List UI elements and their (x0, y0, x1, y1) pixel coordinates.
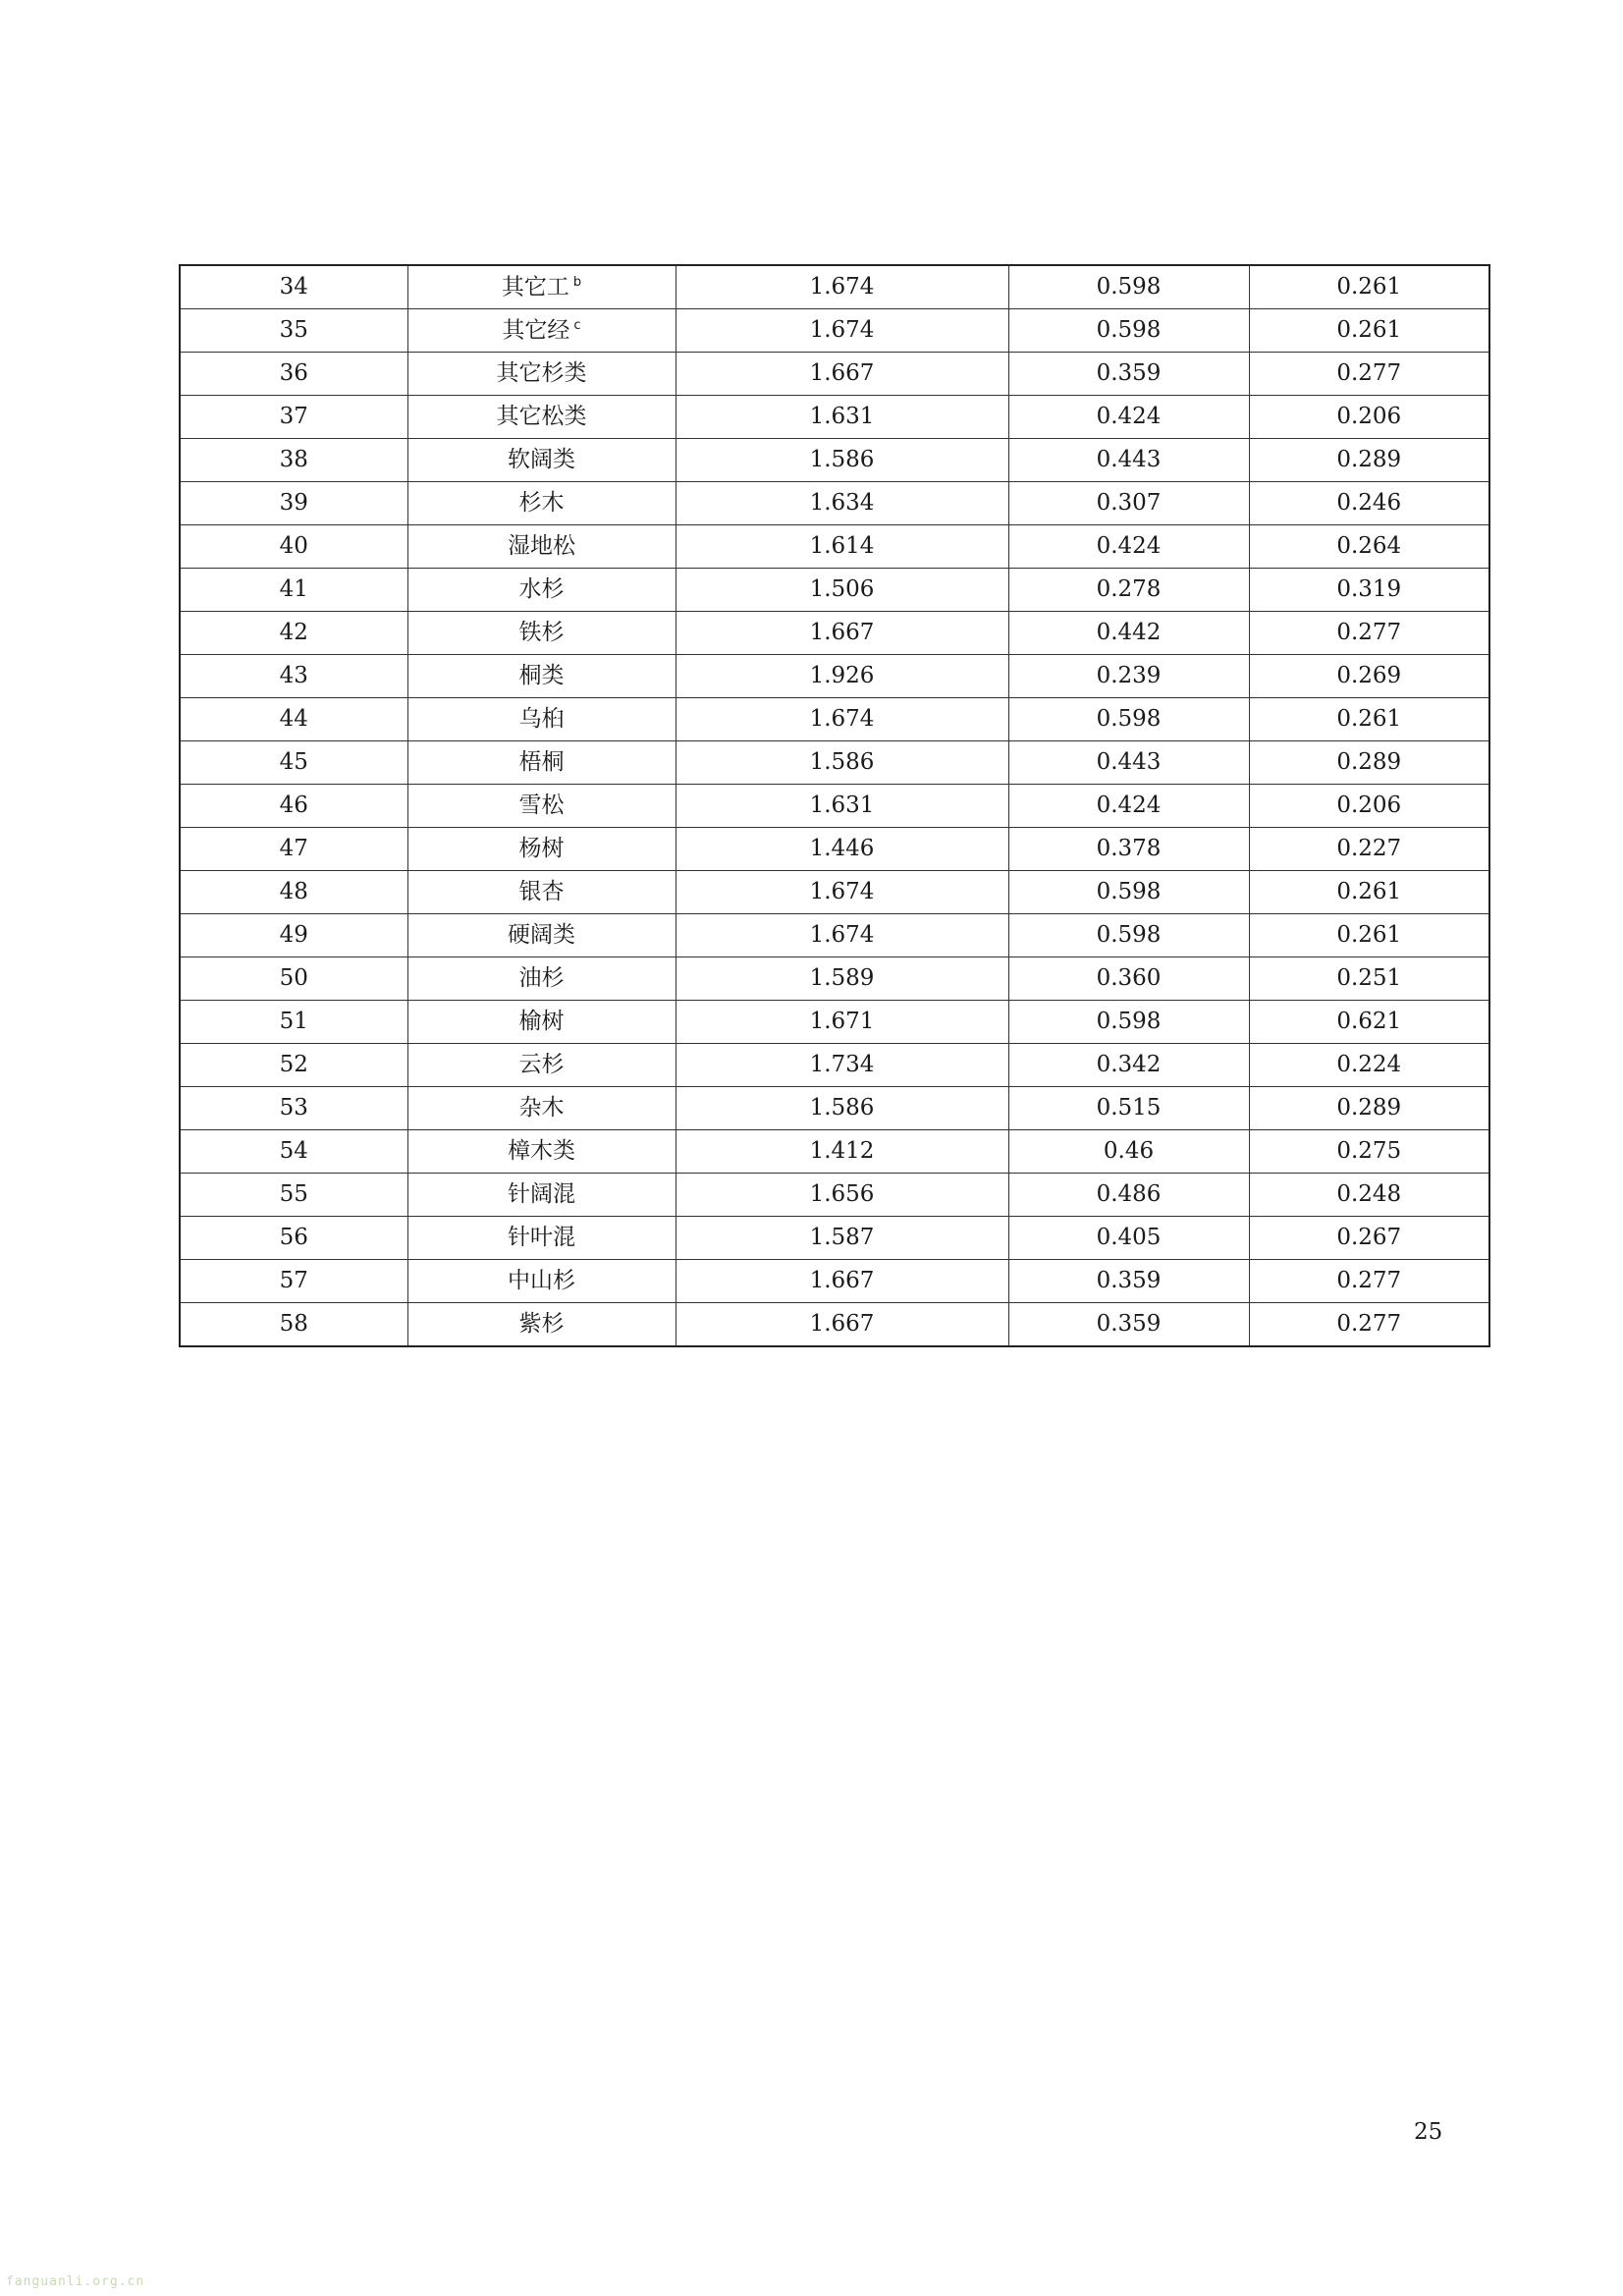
row-number-cell: 48 (180, 871, 407, 914)
row-number-cell: 53 (180, 1087, 407, 1130)
value-2-cell: 0.486 (1008, 1174, 1249, 1217)
species-name-cell (407, 353, 676, 396)
row-number-cell: 34 (180, 265, 407, 309)
value-1-cell: 1.674 (676, 265, 1008, 309)
table-row (180, 396, 1489, 439)
species-name: 其它杉类 (496, 360, 587, 386)
table-row (180, 957, 1489, 1001)
table-row (180, 1130, 1489, 1174)
species-name-cell (407, 265, 676, 309)
value-1-cell: 1.674 (676, 309, 1008, 353)
table-row (180, 741, 1489, 785)
value-3-cell: 0.289 (1249, 741, 1489, 785)
value-1-cell: 1.667 (676, 1260, 1008, 1303)
species-name-cell (407, 1130, 676, 1174)
value-3-cell: 0.277 (1249, 612, 1489, 655)
row-number-cell: 37 (180, 396, 407, 439)
species-name: 软阔类 (508, 447, 575, 472)
species-name: 乌桕 (518, 706, 565, 732)
value-3-cell: 0.277 (1249, 353, 1489, 396)
species-name: 中山杉 (508, 1268, 575, 1293)
value-1-cell: 1.446 (676, 828, 1008, 871)
species-name-cell (407, 1174, 676, 1217)
species-name: 针阔混 (508, 1181, 575, 1207)
value-2-cell: 0.360 (1008, 957, 1249, 1001)
row-number-cell: 54 (180, 1130, 407, 1174)
value-3-cell: 0.289 (1249, 1087, 1489, 1130)
value-1-cell: 1.926 (676, 655, 1008, 698)
table-row (180, 1217, 1489, 1260)
value-1-cell: 1.656 (676, 1174, 1008, 1217)
table-row (180, 612, 1489, 655)
footnote-mark: c (573, 317, 581, 333)
species-name-cell (407, 698, 676, 741)
value-3-cell: 0.264 (1249, 525, 1489, 569)
species-name-cell (407, 1044, 676, 1087)
species-name: 其它松类 (496, 404, 587, 429)
species-name-cell (407, 655, 676, 698)
table-row (180, 828, 1489, 871)
table-row (180, 1087, 1489, 1130)
value-3-cell: 0.206 (1249, 396, 1489, 439)
row-number-cell: 45 (180, 741, 407, 785)
value-3-cell: 0.261 (1249, 914, 1489, 957)
value-1-cell: 1.734 (676, 1044, 1008, 1087)
species-name: 梧桐 (518, 749, 565, 775)
value-1-cell: 1.589 (676, 957, 1008, 1001)
value-2-cell: 0.598 (1008, 1001, 1249, 1044)
value-2-cell: 0.598 (1008, 265, 1249, 309)
table-row (180, 525, 1489, 569)
table-body (180, 265, 1489, 1346)
table-row (180, 1303, 1489, 1347)
value-3-cell: 0.261 (1249, 309, 1489, 353)
species-name-cell (407, 1303, 676, 1347)
value-2-cell: 0.359 (1008, 353, 1249, 396)
value-2-cell: 0.598 (1008, 914, 1249, 957)
species-name: 湿地松 (508, 533, 575, 559)
row-number-cell: 46 (180, 785, 407, 828)
table-row (180, 569, 1489, 612)
value-1-cell: 1.412 (676, 1130, 1008, 1174)
page-number: 25 (1414, 2119, 1443, 2145)
value-1-cell: 1.586 (676, 1087, 1008, 1130)
value-2-cell: 0.405 (1008, 1217, 1249, 1260)
species-name: 其它经 (502, 317, 570, 344)
value-1-cell: 1.667 (676, 612, 1008, 655)
species-name-cell (407, 569, 676, 612)
value-2-cell: 0.378 (1008, 828, 1249, 871)
species-name-cell (407, 828, 676, 871)
table-row (180, 439, 1489, 482)
species-name: 杉木 (518, 490, 565, 516)
species-name: 杨树 (518, 836, 565, 861)
species-name-cell (407, 741, 676, 785)
value-1-cell: 1.674 (676, 914, 1008, 957)
value-2-cell: 0.46 (1008, 1130, 1249, 1174)
row-number-cell: 49 (180, 914, 407, 957)
value-3-cell: 0.261 (1249, 698, 1489, 741)
value-3-cell: 0.206 (1249, 785, 1489, 828)
species-name: 云杉 (518, 1052, 565, 1077)
value-1-cell: 1.634 (676, 482, 1008, 525)
value-2-cell: 0.442 (1008, 612, 1249, 655)
row-number-cell: 35 (180, 309, 407, 353)
value-3-cell: 0.246 (1249, 482, 1489, 525)
table-row (180, 1260, 1489, 1303)
species-name-cell (407, 612, 676, 655)
value-1-cell: 1.667 (676, 353, 1008, 396)
value-1-cell: 1.674 (676, 698, 1008, 741)
species-name: 硬阔类 (508, 922, 575, 948)
tree-species-factor-table (179, 264, 1490, 1347)
value-1-cell: 1.586 (676, 741, 1008, 785)
row-number-cell: 52 (180, 1044, 407, 1087)
value-3-cell: 0.277 (1249, 1260, 1489, 1303)
value-1-cell: 1.674 (676, 871, 1008, 914)
value-2-cell: 0.359 (1008, 1260, 1249, 1303)
value-1-cell: 1.506 (676, 569, 1008, 612)
value-2-cell: 0.424 (1008, 785, 1249, 828)
table-row (180, 655, 1489, 698)
value-2-cell: 0.278 (1008, 569, 1249, 612)
species-name-cell (407, 957, 676, 1001)
value-2-cell: 0.424 (1008, 525, 1249, 569)
row-number-cell: 58 (180, 1303, 407, 1347)
value-1-cell: 1.587 (676, 1217, 1008, 1260)
value-2-cell: 0.443 (1008, 439, 1249, 482)
table-row (180, 1001, 1489, 1044)
species-name-cell (407, 871, 676, 914)
value-1-cell: 1.631 (676, 785, 1008, 828)
value-3-cell: 0.277 (1249, 1303, 1489, 1347)
species-name-cell (407, 309, 676, 353)
value-3-cell: 0.261 (1249, 871, 1489, 914)
row-number-cell: 39 (180, 482, 407, 525)
species-name-cell (407, 1260, 676, 1303)
table-row (180, 1174, 1489, 1217)
species-name-cell (407, 525, 676, 569)
row-number-cell: 50 (180, 957, 407, 1001)
value-3-cell: 0.621 (1249, 1001, 1489, 1044)
species-name: 铁杉 (518, 620, 565, 645)
table-row (180, 353, 1489, 396)
row-number-cell: 36 (180, 353, 407, 396)
table-row (180, 698, 1489, 741)
row-number-cell: 44 (180, 698, 407, 741)
row-number-cell: 57 (180, 1260, 407, 1303)
value-1-cell: 1.667 (676, 1303, 1008, 1347)
row-number-cell: 40 (180, 525, 407, 569)
species-name-cell (407, 396, 676, 439)
row-number-cell: 55 (180, 1174, 407, 1217)
value-3-cell: 0.261 (1249, 265, 1489, 309)
species-name-cell (407, 914, 676, 957)
value-3-cell: 0.248 (1249, 1174, 1489, 1217)
value-3-cell: 0.224 (1249, 1044, 1489, 1087)
watermark-text: fanguanli.org.cn (6, 2274, 145, 2289)
row-number-cell: 51 (180, 1001, 407, 1044)
value-2-cell: 0.239 (1008, 655, 1249, 698)
species-name-cell (407, 439, 676, 482)
value-2-cell: 0.515 (1008, 1087, 1249, 1130)
footnote-mark: b (572, 274, 582, 290)
value-2-cell: 0.598 (1008, 309, 1249, 353)
table-row (180, 914, 1489, 957)
species-name-cell (407, 1217, 676, 1260)
row-number-cell: 38 (180, 439, 407, 482)
species-name: 水杉 (518, 576, 565, 602)
row-number-cell: 43 (180, 655, 407, 698)
value-2-cell: 0.307 (1008, 482, 1249, 525)
species-name-cell (407, 785, 676, 828)
table-row (180, 785, 1489, 828)
species-name: 雪松 (518, 793, 565, 818)
species-name: 杂木 (518, 1095, 565, 1121)
row-number-cell: 47 (180, 828, 407, 871)
value-1-cell: 1.586 (676, 439, 1008, 482)
species-name: 桐类 (518, 663, 565, 688)
species-name: 银杏 (518, 879, 565, 904)
value-3-cell: 0.267 (1249, 1217, 1489, 1260)
value-3-cell: 0.275 (1249, 1130, 1489, 1174)
value-3-cell: 0.227 (1249, 828, 1489, 871)
table-row (180, 482, 1489, 525)
value-3-cell: 0.251 (1249, 957, 1489, 1001)
species-name: 樟木类 (508, 1138, 575, 1164)
row-number-cell: 41 (180, 569, 407, 612)
table-row (180, 871, 1489, 914)
value-1-cell: 1.614 (676, 525, 1008, 569)
species-name: 针叶混 (508, 1225, 575, 1250)
value-3-cell: 0.319 (1249, 569, 1489, 612)
value-2-cell: 0.359 (1008, 1303, 1249, 1347)
species-name-cell (407, 482, 676, 525)
value-2-cell: 0.424 (1008, 396, 1249, 439)
table-row (180, 309, 1489, 353)
row-number-cell: 42 (180, 612, 407, 655)
species-name: 榆树 (518, 1009, 565, 1034)
value-1-cell: 1.631 (676, 396, 1008, 439)
value-2-cell: 0.598 (1008, 698, 1249, 741)
table-row (180, 265, 1489, 309)
species-name-cell (407, 1087, 676, 1130)
value-2-cell: 0.598 (1008, 871, 1249, 914)
species-name: 其它工 (501, 274, 569, 301)
value-2-cell: 0.443 (1008, 741, 1249, 785)
table-row (180, 1044, 1489, 1087)
value-3-cell: 0.269 (1249, 655, 1489, 698)
value-1-cell: 1.671 (676, 1001, 1008, 1044)
value-3-cell: 0.289 (1249, 439, 1489, 482)
species-name: 油杉 (518, 965, 565, 991)
species-name: 紫杉 (518, 1311, 565, 1337)
species-name-cell (407, 1001, 676, 1044)
row-number-cell: 56 (180, 1217, 407, 1260)
value-2-cell: 0.342 (1008, 1044, 1249, 1087)
